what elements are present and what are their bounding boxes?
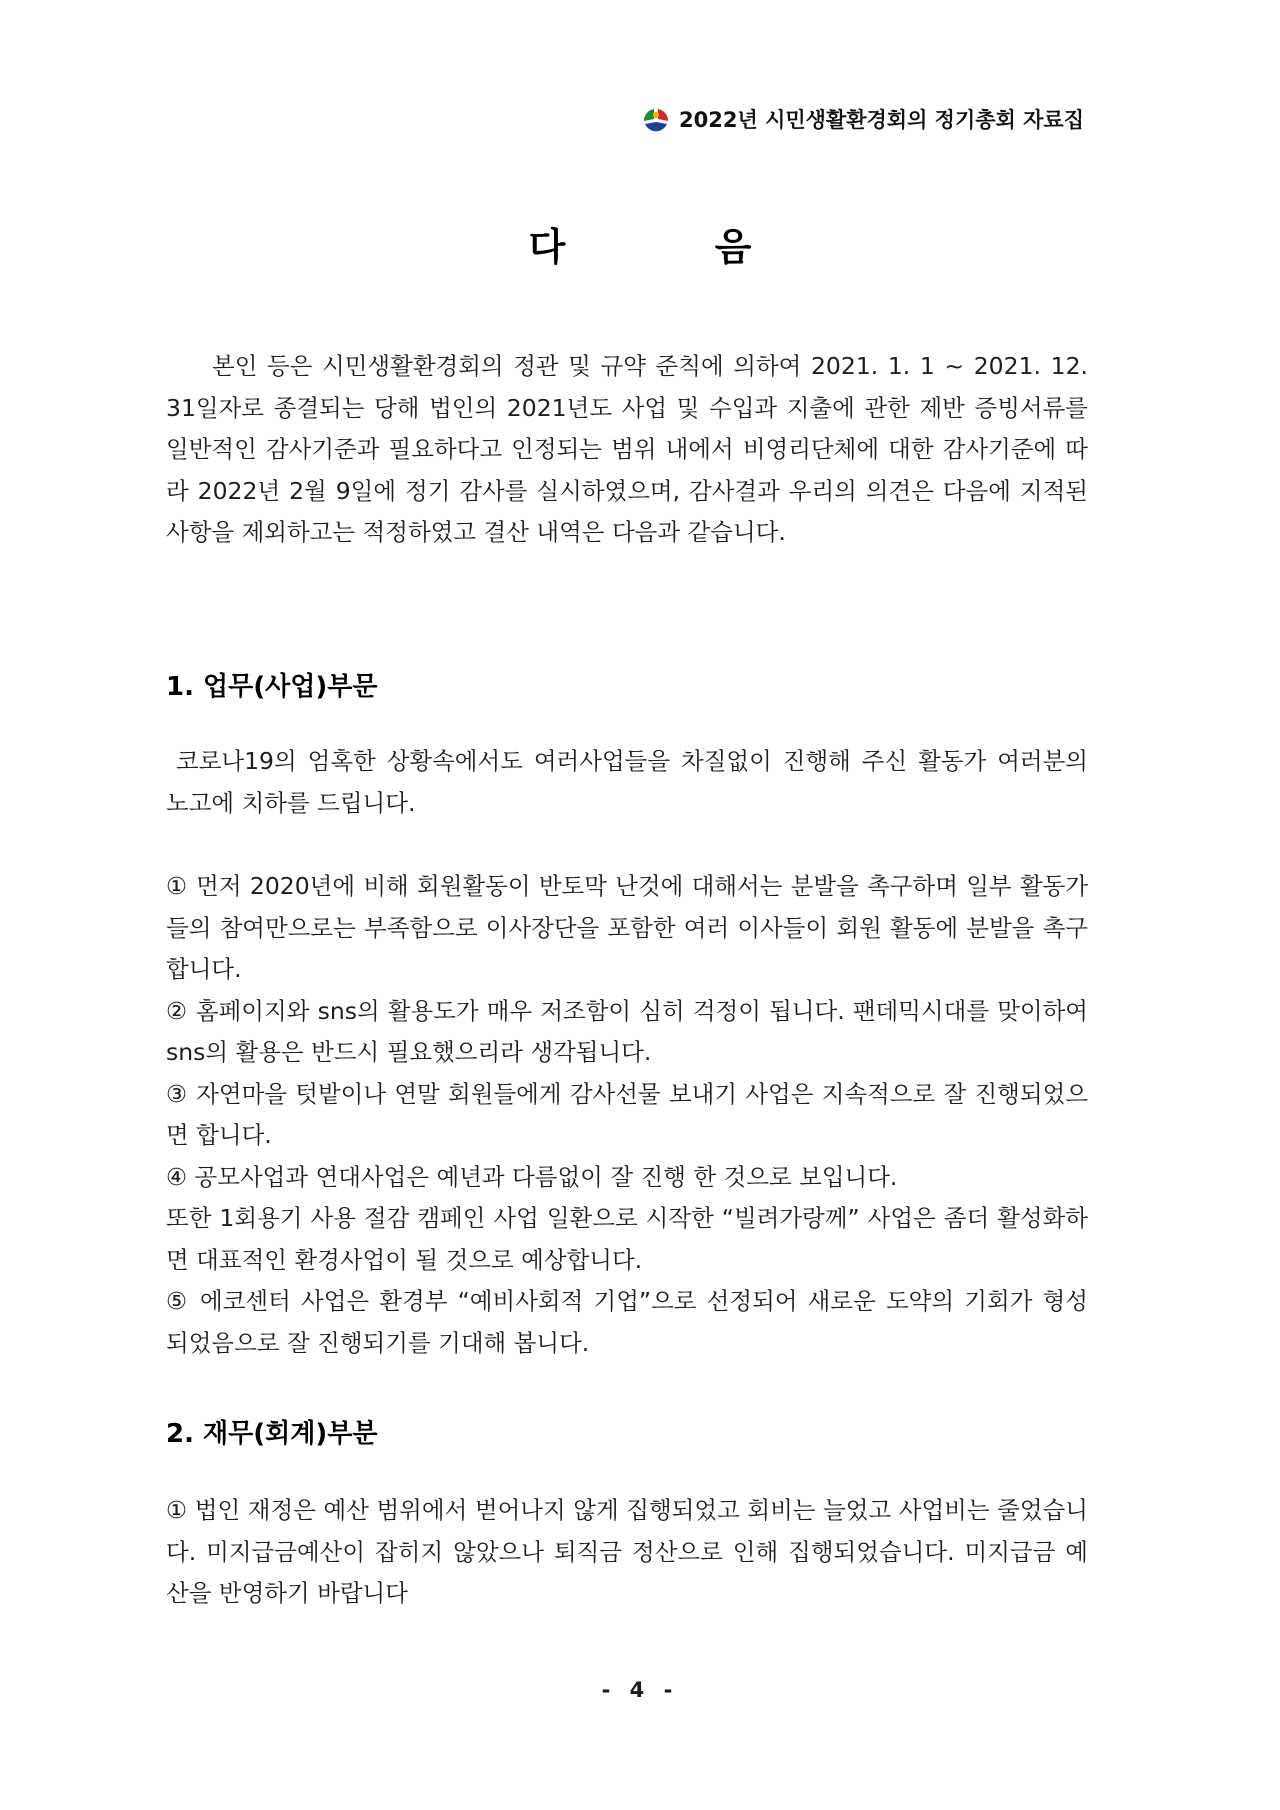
- section1-heading: 1. 업무(사업)부문: [166, 672, 378, 702]
- list-item: 또한 1회용기 사용 절감 캠페인 사업 일환으로 시작한 “빌려가랑께” 사업은 좀더 활성화하면 대표적인 환경사업이 될 것으로 예상합니다.: [166, 1204, 1088, 1274]
- intro-text: 본인 등은 시민생활환경회의 정관 및 규약 준칙에 의하여 2021. 1. 1 ~ 2021. 12. 31일자로 종결되는 당해 법인의 2021년도 사업 및 수입과 지출에 관한 제반 증빙서류를 일반적인 감사기준과 필요하다고 인정되는 범위 내에서 비영리단체에 대한 감사기준에 따라 2022년 2월 9일에 정기 감사를 실시하였으며, 감사결과 우리의 의견은 다음에 지적된 사항을 제외하고는 적정하였고 결산 내역은 다음과 같습니다.: [166, 352, 1088, 546]
- list-item: ④ 공모사업과 연대사업은 예년과 다름없이 잘 진행 한 것으로 보입니다.: [166, 1162, 898, 1191]
- list-item: ③ 자연마을 텃밭이나 연말 회원들에게 감사선물 보내기 사업은 지속적으로 잘 진행되었으면 합니다.: [166, 1079, 1088, 1149]
- list-item: ① 법인 재정은 예산 범위에서 벋어나지 않게 집행되었고 회비는 늘었고 사업비는 줄었습니다. 미지급금예산이 잡히지 않았으나 퇴직금 정산으로 인해 집행되었습니다. 미지급금 예산을 반영하기 바랍니다: [166, 1496, 1088, 1607]
- section1-body-text: 코로나19의 엄혹한 상황속에서도 여러사업들을 차질없이 진행해 주신 활동가 여러분의 노고에 치하를 드립니다.: [166, 747, 1088, 817]
- section1-body: [166, 741, 1088, 824]
- page-header: [641, 104, 1084, 134]
- intro-paragraph: [166, 346, 1088, 554]
- section2-heading: 2. 재무(회계)부분: [166, 1419, 378, 1449]
- section1-items: [166, 866, 1088, 1364]
- section2-items: [166, 1490, 1088, 1615]
- list-item: ① 먼저 2020년에 비해 회원활동이 반토막 난것에 대해서는 분발을 촉구하며 일부 활동가들의 참여만으로는 부족함으로 이사장단을 포함한 여러 이사들이 회원 활동에 분발을 촉구합니다.: [166, 872, 1088, 983]
- list-item: ⑤ 에코센터 사업은 환경부 “예비사회적 기업”으로 선정되어 새로운 도약의 기회가 형성 되었음으로 잘 진행되기를 기대해 봅니다.: [166, 1287, 1088, 1357]
- header-text: 2022년 시민생활환경회의 정기총회 자료집: [679, 108, 1084, 132]
- org-logo-icon: [641, 104, 671, 134]
- page-title: 다 음: [528, 225, 820, 269]
- list-item: ② 홈페이지와 sns의 활용도가 매우 저조함이 심히 걱정이 됩니다. 팬데믹시대를 맞이하여 sns의 활용은 반드시 필요했으리라 생각됩니다.: [166, 996, 1088, 1066]
- page-number: - 4 -: [601, 1678, 679, 1702]
